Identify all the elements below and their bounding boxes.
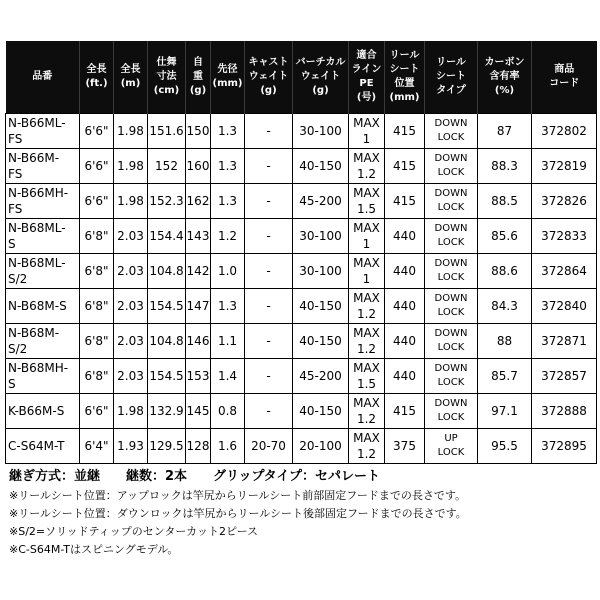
cell-carbon-content: 88 [478, 324, 532, 359]
cell-cast-weight: - [245, 149, 293, 184]
cell-closed-length: 154.5 [148, 289, 186, 324]
cell-reel-seat-type: DOWN LOCK [425, 114, 478, 149]
cell-cast-weight: 20-70 [245, 429, 293, 464]
cell-model: N-B66M- FS [6, 149, 80, 184]
cell-reel-seat-type: DOWN LOCK [425, 149, 478, 184]
cell-length-m: 1.98 [114, 394, 148, 429]
cell-vertical-weight: 40-150 [293, 149, 349, 184]
cell-length-ft: 6'6" [80, 114, 114, 149]
cell-product-code: 372802 [532, 114, 597, 149]
cell-line-pe: MAX 1.5 [349, 359, 385, 394]
cell-length-m: 2.03 [114, 254, 148, 289]
cell-length-ft: 6'4" [80, 429, 114, 464]
cell-weight: 150 [186, 114, 211, 149]
cell-carbon-content: 85.6 [478, 219, 532, 254]
cell-product-code: 372857 [532, 359, 597, 394]
cell-reel-seat-position: 415 [385, 184, 425, 219]
cell-vertical-weight: 30-100 [293, 219, 349, 254]
cell-tip-diameter: 1.3 [211, 149, 245, 184]
cell-reel-seat-position: 375 [385, 429, 425, 464]
cell-closed-length: 152.3 [148, 184, 186, 219]
header-cell: リール シート タイプ [425, 41, 478, 114]
cell-vertical-weight: 45-200 [293, 359, 349, 394]
cell-vertical-weight: 40-150 [293, 324, 349, 359]
cell-tip-diameter: 1.0 [211, 254, 245, 289]
cell-product-code: 372888 [532, 394, 597, 429]
cell-line-pe: MAX 1.2 [349, 149, 385, 184]
cell-length-ft: 6'8" [80, 254, 114, 289]
cell-reel-seat-position: 415 [385, 149, 425, 184]
joint-spec-line: 継ぎ方式：並継 継数：2本 グリップタイプ：セパレート [9, 469, 380, 484]
cell-model: N-B68M-S [6, 289, 80, 324]
cell-line-pe: MAX 1.2 [349, 324, 385, 359]
cell-product-code: 372819 [532, 149, 597, 184]
cell-reel-seat-position: 440 [385, 289, 425, 324]
header-cell: 全長 (m) [114, 41, 148, 114]
cell-reel-seat-type: DOWN LOCK [425, 324, 478, 359]
cell-product-code: 372826 [532, 184, 597, 219]
header-cell: 先径 (mm) [211, 41, 245, 114]
cell-reel-seat-type: DOWN LOCK [425, 359, 478, 394]
cell-carbon-content: 88.5 [478, 184, 532, 219]
cell-length-m: 2.03 [114, 289, 148, 324]
spec-table [5, 41, 597, 464]
cell-length-m: 2.03 [114, 219, 148, 254]
note-line: ※C-S64M-Tはスピニングモデル。 [9, 543, 179, 556]
cell-tip-diameter: 1.2 [211, 219, 245, 254]
cell-carbon-content: 87 [478, 114, 532, 149]
cell-reel-seat-position: 440 [385, 359, 425, 394]
cell-product-code: 372864 [532, 254, 597, 289]
cell-weight: 147 [186, 289, 211, 324]
cell-length-m: 2.03 [114, 324, 148, 359]
cell-cast-weight: - [245, 359, 293, 394]
cell-length-m: 1.98 [114, 184, 148, 219]
cell-vertical-weight: 30-100 [293, 254, 349, 289]
table-row [6, 184, 597, 219]
cell-tip-diameter: 1.3 [211, 289, 245, 324]
cell-reel-seat-type: DOWN LOCK [425, 289, 478, 324]
cell-closed-length: 154.5 [148, 359, 186, 394]
cell-cast-weight: - [245, 114, 293, 149]
cell-carbon-content: 84.3 [478, 289, 532, 324]
cell-carbon-content: 88.6 [478, 254, 532, 289]
cell-line-pe: MAX 1 [349, 219, 385, 254]
note-line: ※リールシート位置：アップロックは竿尻からリールシート前部固定フードまでの長さです。 [9, 489, 467, 502]
cell-closed-length: 104.8 [148, 254, 186, 289]
cell-length-ft: 6'8" [80, 359, 114, 394]
cell-reel-seat-position: 440 [385, 324, 425, 359]
table-row [6, 114, 597, 149]
header-cell: 全長 (ft.) [80, 41, 114, 114]
cell-length-ft: 6'6" [80, 394, 114, 429]
cell-weight: 128 [186, 429, 211, 464]
cell-vertical-weight: 40-150 [293, 289, 349, 324]
cell-tip-diameter: 1.3 [211, 184, 245, 219]
cell-closed-length: 151.6 [148, 114, 186, 149]
header-cell: 適合 ライン PE (号) [349, 41, 385, 114]
cell-reel-seat-position: 440 [385, 254, 425, 289]
cell-line-pe: MAX 1.2 [349, 289, 385, 324]
cell-tip-diameter: 0.8 [211, 394, 245, 429]
cell-cast-weight: - [245, 289, 293, 324]
cell-product-code: 372840 [532, 289, 597, 324]
cell-model: N-B68ML- S/2 [6, 254, 80, 289]
cell-model: N-B68ML- S [6, 219, 80, 254]
cell-model: C-S64M-T [6, 429, 80, 464]
cell-weight: 146 [186, 324, 211, 359]
cell-product-code: 372833 [532, 219, 597, 254]
cell-reel-seat-type: DOWN LOCK [425, 184, 478, 219]
cell-tip-diameter: 1.6 [211, 429, 245, 464]
header-cell: キャスト ウェイト (g) [245, 41, 293, 114]
cell-cast-weight: - [245, 394, 293, 429]
table-row [6, 359, 597, 394]
header-cell: 商品 コード [532, 41, 597, 114]
cell-weight: 153 [186, 359, 211, 394]
table-row [6, 219, 597, 254]
cell-model: N-B66ML- FS [6, 114, 80, 149]
cell-cast-weight: - [245, 254, 293, 289]
cell-length-ft: 6'8" [80, 289, 114, 324]
cell-carbon-content: 95.5 [478, 429, 532, 464]
cell-cast-weight: - [245, 324, 293, 359]
cell-length-ft: 6'8" [80, 324, 114, 359]
cell-reel-seat-type: UP LOCK [425, 429, 478, 464]
note-line: ※リールシート位置：ダウンロックは竿尻からリールシート後部固定フードまでの長さです。 [9, 507, 467, 520]
cell-tip-diameter: 1.3 [211, 114, 245, 149]
cell-vertical-weight: 20-100 [293, 429, 349, 464]
cell-line-pe: MAX 1.2 [349, 429, 385, 464]
cell-line-pe: MAX 1 [349, 114, 385, 149]
header-cell: 自 重 (g) [186, 41, 211, 114]
cell-weight: 143 [186, 219, 211, 254]
cell-carbon-content: 97.1 [478, 394, 532, 429]
cell-length-m: 2.03 [114, 359, 148, 394]
cell-cast-weight: - [245, 219, 293, 254]
cell-closed-length: 129.5 [148, 429, 186, 464]
cell-closed-length: 154.4 [148, 219, 186, 254]
cell-weight: 145 [186, 394, 211, 429]
cell-product-code: 372871 [532, 324, 597, 359]
header-row [6, 41, 597, 114]
header-cell: カーボン 含有率 (%) [478, 41, 532, 114]
cell-reel-seat-type: DOWN LOCK [425, 394, 478, 429]
cell-model: N-B66MH- FS [6, 184, 80, 219]
cell-length-m: 1.98 [114, 114, 148, 149]
cell-reel-seat-position: 440 [385, 219, 425, 254]
cell-length-ft: 6'6" [80, 184, 114, 219]
cell-product-code: 372895 [532, 429, 597, 464]
table-row [6, 149, 597, 184]
cell-line-pe: MAX 1.2 [349, 394, 385, 429]
table-row [6, 429, 597, 464]
cell-length-ft: 6'8" [80, 219, 114, 254]
cell-reel-seat-position: 415 [385, 394, 425, 429]
cell-carbon-content: 88.3 [478, 149, 532, 184]
cell-vertical-weight: 45-200 [293, 184, 349, 219]
cell-weight: 162 [186, 184, 211, 219]
cell-weight: 160 [186, 149, 211, 184]
cell-closed-length: 104.8 [148, 324, 186, 359]
header-cell: 仕舞 寸法 (cm) [148, 41, 186, 114]
cell-model: N-B68M- S/2 [6, 324, 80, 359]
cell-reel-seat-position: 415 [385, 114, 425, 149]
cell-line-pe: MAX 1 [349, 254, 385, 289]
cell-cast-weight: - [245, 184, 293, 219]
cell-model: K-B66M-S [6, 394, 80, 429]
table-row [6, 394, 597, 429]
note-line: ※S/2=ソリッドティップのセンターカット2ピース [9, 525, 259, 538]
cell-line-pe: MAX 1.5 [349, 184, 385, 219]
table-row [6, 289, 597, 324]
cell-reel-seat-type: DOWN LOCK [425, 219, 478, 254]
cell-closed-length: 132.9 [148, 394, 186, 429]
cell-length-m: 1.98 [114, 149, 148, 184]
cell-vertical-weight: 30-100 [293, 114, 349, 149]
cell-tip-diameter: 1.1 [211, 324, 245, 359]
table-row [6, 254, 597, 289]
cell-closed-length: 152 [148, 149, 186, 184]
cell-model: N-B68MH- S [6, 359, 80, 394]
cell-length-ft: 6'6" [80, 149, 114, 184]
cell-reel-seat-type: DOWN LOCK [425, 254, 478, 289]
spec-table-body [6, 114, 597, 464]
table-row [6, 324, 597, 359]
header-cell: バーチカル ウェイト (g) [293, 41, 349, 114]
cell-vertical-weight: 40-150 [293, 394, 349, 429]
header-cell: 品番 [6, 41, 80, 114]
cell-carbon-content: 85.7 [478, 359, 532, 394]
cell-tip-diameter: 1.4 [211, 359, 245, 394]
cell-length-m: 1.93 [114, 429, 148, 464]
cell-weight: 142 [186, 254, 211, 289]
notes-section [9, 467, 594, 559]
header-cell: リール シート 位置 (mm) [385, 41, 425, 114]
